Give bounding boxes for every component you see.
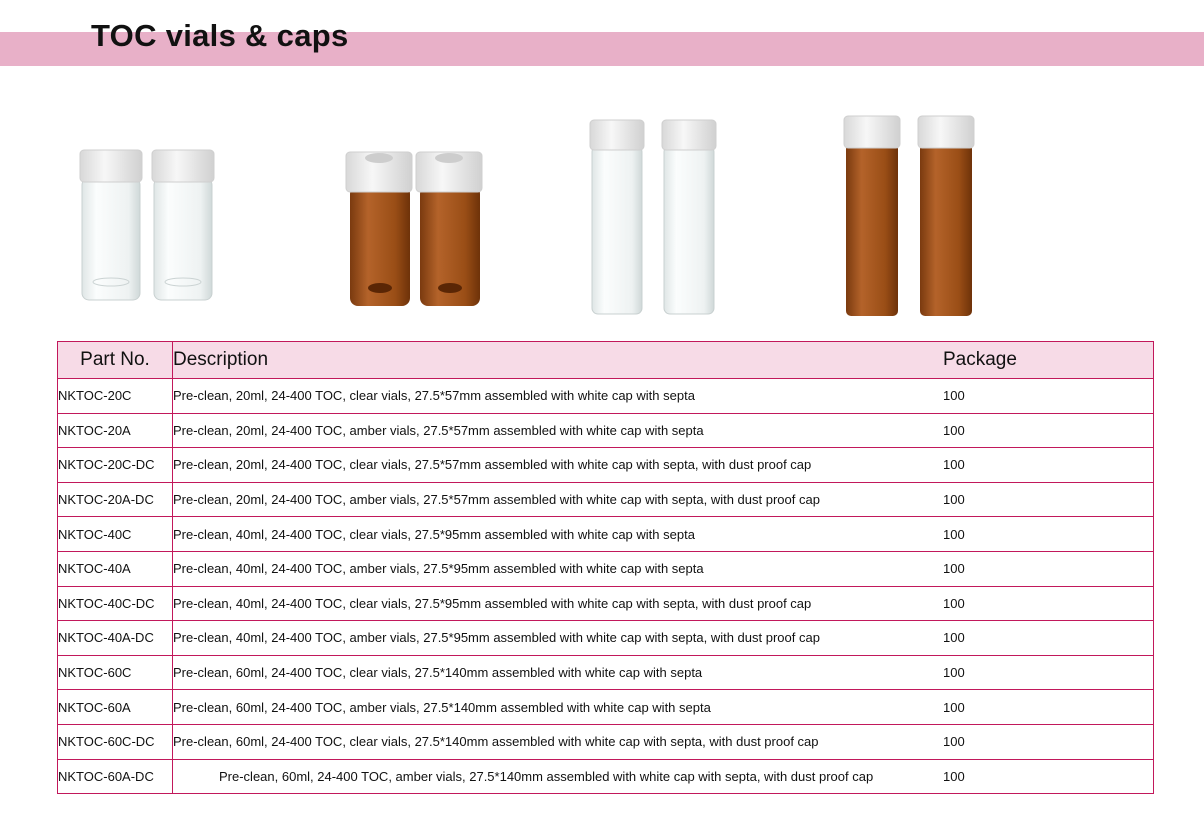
cell-part-no: NKTOC-60A	[58, 690, 173, 725]
header-part-no: Part No.	[58, 342, 173, 379]
cell-description: Pre-clean, 20ml, 24-400 TOC, clear vials, 27.5*57mm assembled with white cap with septa, with dust proof cap	[173, 448, 944, 483]
cell-description: Pre-clean, 40ml, 24-400 TOC, amber vials, 27.5*95mm assembled with white cap with septa	[173, 551, 944, 586]
cell-part-no: NKTOC-20C	[58, 379, 173, 414]
cell-part-no: NKTOC-60C-DC	[58, 724, 173, 759]
header-package: Package	[943, 342, 1154, 379]
cell-package: 100	[943, 690, 1154, 725]
cell-description: Pre-clean, 40ml, 24-400 TOC, amber vials, 27.5*95mm assembled with white cap with septa, with dust proof cap	[173, 621, 944, 656]
cell-part-no: NKTOC-40C-DC	[58, 586, 173, 621]
cell-package: 100	[943, 551, 1154, 586]
cell-package: 100	[943, 448, 1154, 483]
table-row	[58, 379, 1154, 414]
photo-20ml-clear-vials	[78, 146, 218, 306]
cell-description: Pre-clean, 40ml, 24-400 TOC, clear vials, 27.5*95mm assembled with white cap with septa	[173, 517, 944, 552]
cell-description: Pre-clean, 60ml, 24-400 TOC, clear vials, 27.5*140mm assembled with white cap with septa, with dust proof cap	[173, 724, 944, 759]
cell-description: Pre-clean, 20ml, 24-400 TOC, clear vials, 27.5*57mm assembled with white cap with septa	[173, 379, 944, 414]
table-row	[58, 482, 1154, 517]
cell-description: Pre-clean, 60ml, 24-400 TOC, amber vials, 27.5*140mm assembled with white cap with septa, with dust proof cap	[173, 759, 944, 794]
table-row	[58, 586, 1154, 621]
page-title: TOC vials & caps	[91, 18, 349, 53]
cell-part-no: NKTOC-40A-DC	[58, 621, 173, 656]
table-row	[58, 413, 1154, 448]
cell-package: 100	[943, 586, 1154, 621]
photo-20ml-amber-vials	[344, 148, 484, 310]
cell-package: 100	[943, 482, 1154, 517]
cell-package: 100	[943, 724, 1154, 759]
cell-description: Pre-clean, 60ml, 24-400 TOC, clear vials, 27.5*140mm assembled with white cap with septa	[173, 655, 944, 690]
table-row	[58, 724, 1154, 759]
table-row	[58, 517, 1154, 552]
cell-part-no: NKTOC-40C	[58, 517, 173, 552]
cell-description: Pre-clean, 60ml, 24-400 TOC, amber vials, 27.5*140mm assembled with white cap with septa	[173, 690, 944, 725]
cell-package: 100	[943, 759, 1154, 794]
cell-part-no: NKTOC-20A	[58, 413, 173, 448]
table-row	[58, 690, 1154, 725]
cell-description: Pre-clean, 20ml, 24-400 TOC, amber vials, 27.5*57mm assembled with white cap with septa	[173, 413, 944, 448]
cell-part-no: NKTOC-60A-DC	[58, 759, 173, 794]
cell-package: 100	[943, 379, 1154, 414]
photo-40ml-clear-vials	[588, 118, 722, 318]
cell-package: 100	[943, 621, 1154, 656]
table-row	[58, 448, 1154, 483]
cell-package: 100	[943, 655, 1154, 690]
cell-package: 100	[943, 413, 1154, 448]
cell-description: Pre-clean, 20ml, 24-400 TOC, amber vials, 27.5*57mm assembled with white cap with septa, with dust proof cap	[173, 482, 944, 517]
cell-part-no: NKTOC-20C-DC	[58, 448, 173, 483]
product-table	[57, 341, 1154, 794]
cell-part-no: NKTOC-60C	[58, 655, 173, 690]
table-row	[58, 655, 1154, 690]
cell-part-no: NKTOC-40A	[58, 551, 173, 586]
header-description: Description	[173, 342, 944, 379]
table-row	[58, 551, 1154, 586]
table-header-row	[58, 342, 1154, 379]
table-row	[58, 759, 1154, 794]
cell-description: Pre-clean, 40ml, 24-400 TOC, clear vials, 27.5*95mm assembled with white cap with septa, with dust proof cap	[173, 586, 944, 621]
cell-part-no: NKTOC-20A-DC	[58, 482, 173, 517]
table-row	[58, 621, 1154, 656]
cell-package: 100	[943, 517, 1154, 552]
photo-60ml-amber-vials	[842, 114, 978, 320]
